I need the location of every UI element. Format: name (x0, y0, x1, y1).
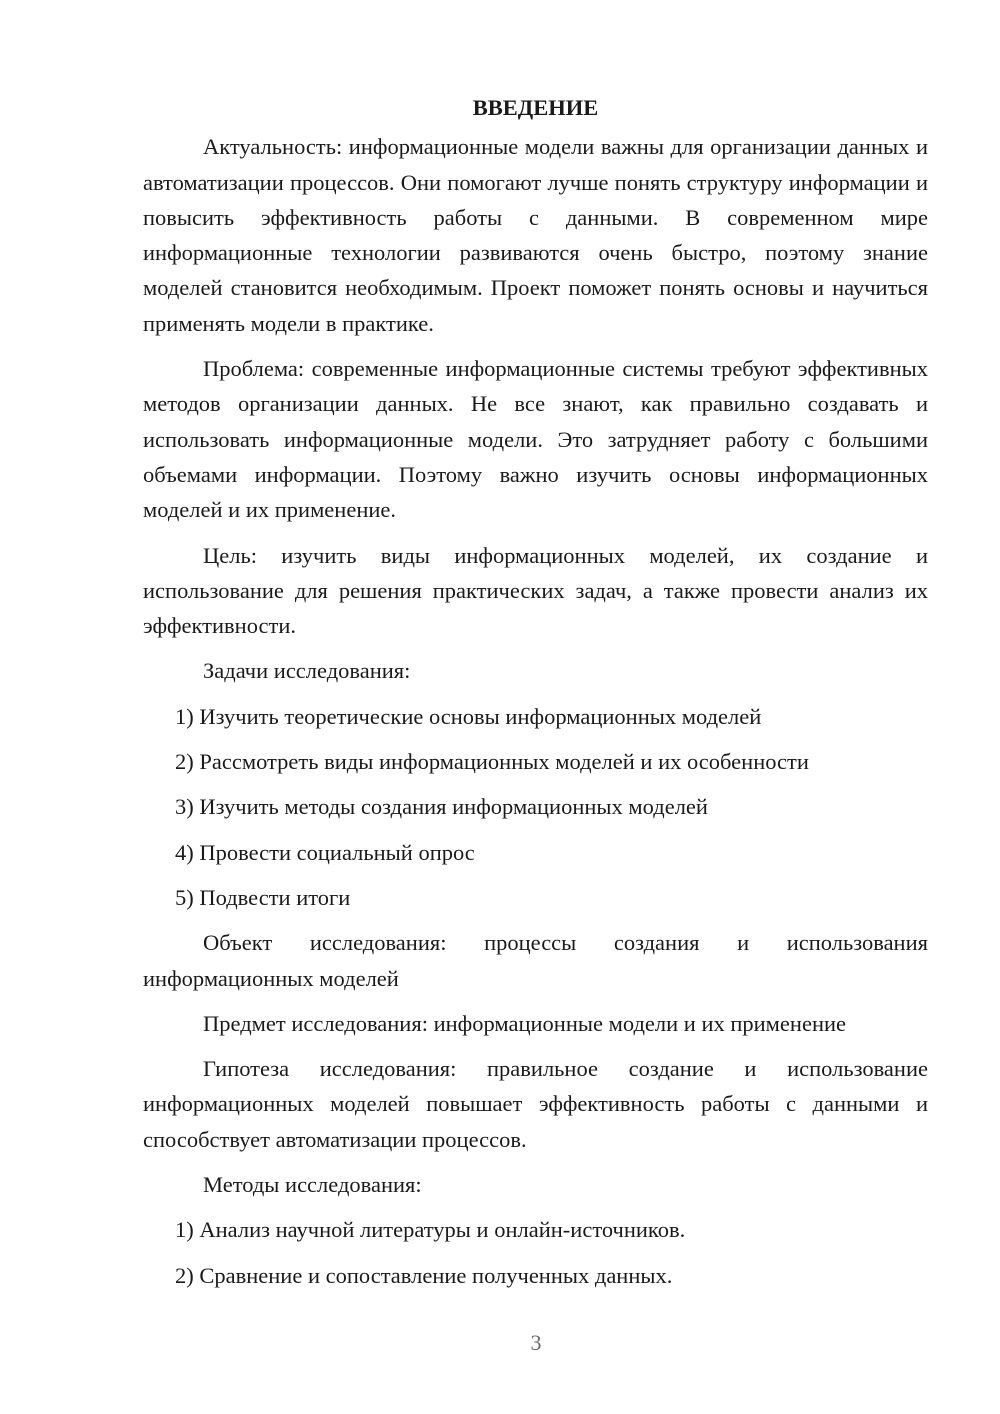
task-item: 2) Рассмотреть виды информационных моделей и их особенности (175, 749, 809, 775)
method-item: 1) Анализ научной литературы и онлайн-источников. (175, 1217, 686, 1243)
tasks-title: Задачи исследования: (203, 658, 411, 684)
methods-title: Методы исследования: (203, 1172, 422, 1198)
problem-paragraph: Проблема: современные информационные системы требуют эффективных методов организации данных. Не все знают, как правильно создавать и использовать информационные модели. Это затрудняет работу с большими объемами информации. Поэтому важно изучить основы информационных моделей и их применение. (143, 356, 928, 523)
method-item: 2) Сравнение и сопоставление полученных данных. (175, 1262, 673, 1288)
page-content (143, 90, 928, 1293)
task-item: 3) Изучить методы создания информационных моделей (175, 794, 708, 820)
task-item: 4) Провести социальный опрос (175, 839, 475, 865)
relevance-paragraph: Актуальность: информационные модели важны для организации данных и автоматизации процессов. Они помогают лучше понять структуру информации и повысить эффективность работы с данными. В современном мире информационные технологии развиваются очень быстро, поэтому знание моделей становится необходимым. Проект поможет понять основы и научиться применять модели в практике. (143, 134, 928, 336)
goal-paragraph: Цель: изучить виды информационных моделей, их создание и использование для решения практических задач, а также провести анализ их эффективности. (143, 542, 928, 639)
object-paragraph: Объект исследования: процессы создания и использования информационных моделей (143, 930, 928, 991)
section-heading: ВВЕДЕНИЕ (472, 95, 599, 120)
page-number: 3 (530, 1330, 542, 1355)
hypothesis-paragraph: Гипотеза исследования: правильное создание и использование информационных моделей повышает эффективность работы с данными и способствует автоматизации процессов. (143, 1056, 928, 1152)
subject-paragraph: Предмет исследования: информационные модели и их применение (203, 1010, 847, 1036)
task-item: 5) Подвести итоги (175, 884, 351, 910)
task-item: 1) Изучить теоретические основы информационных моделей (175, 703, 762, 729)
